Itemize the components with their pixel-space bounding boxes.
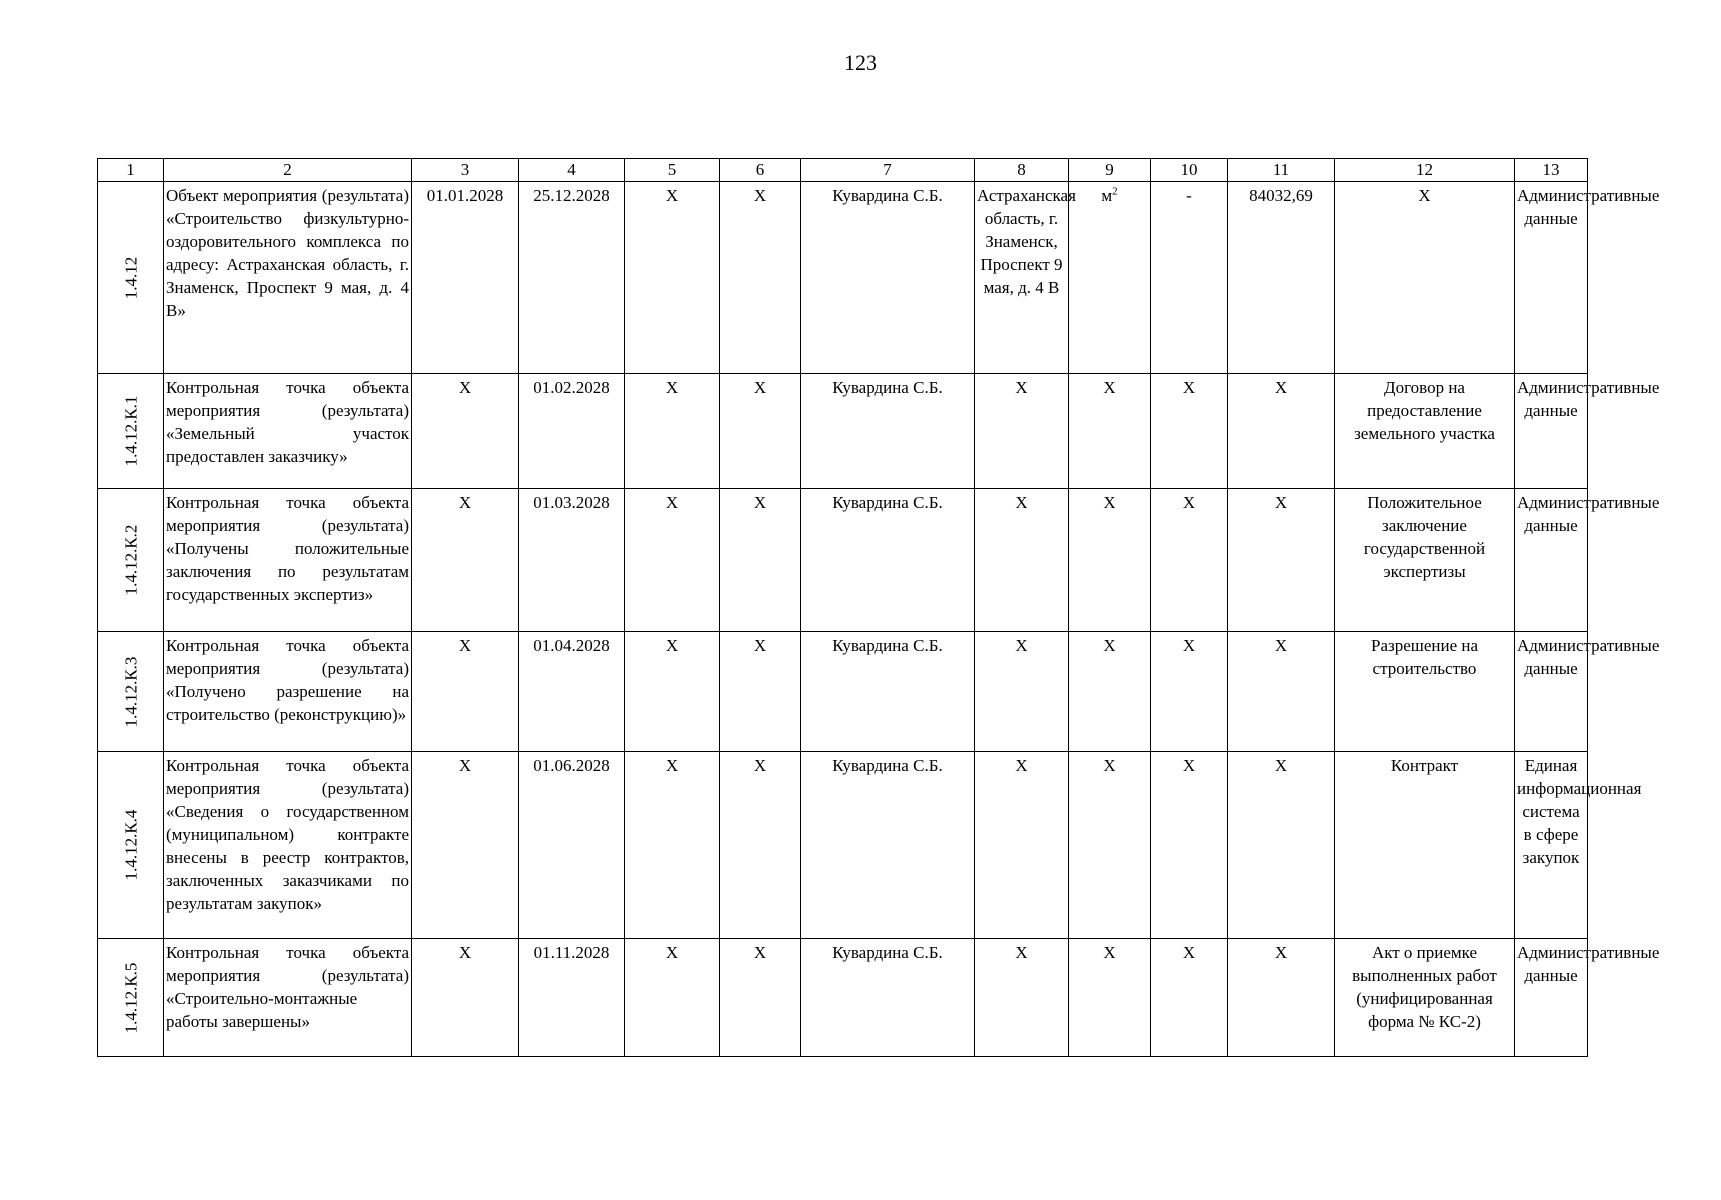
column-header: 3 <box>412 159 519 182</box>
cell-source: Административные данные <box>1515 632 1588 752</box>
cell-col5: X <box>625 182 720 374</box>
cell-col3: X <box>412 374 519 489</box>
cell-col4: 01.02.2028 <box>519 374 625 489</box>
cell-address: X <box>975 632 1069 752</box>
cell-value: X <box>1228 374 1335 489</box>
cell-unit: X <box>1069 939 1151 1057</box>
page-number: 123 <box>844 50 877 75</box>
cell-address: X <box>975 939 1069 1057</box>
cell-col10: X <box>1151 939 1228 1057</box>
cell-col3: X <box>412 489 519 632</box>
cell-unit: X <box>1069 632 1151 752</box>
cell-col4: 01.06.2028 <box>519 752 625 939</box>
cell-col4: 01.03.2028 <box>519 489 625 632</box>
cell-source: Административные данные <box>1515 939 1588 1057</box>
row-description: Объект мероприятия (результата) «Строительство физкультурно-оздоровительного комплекса по адресу: Астраханская область, г. Знаменск, Проспект 9 мая, д. 4 В» <box>164 182 412 374</box>
row-description: Контрольная точка объекта мероприятия (результата) «Получены положительные заключения по результатам государственных экспертиз» <box>164 489 412 632</box>
cell-col10: - <box>1151 182 1228 374</box>
report-table <box>97 158 1660 1057</box>
row-description: Контрольная точка объекта мероприятия (результата) «Получено разрешение на строительство (реконструкцию)» <box>164 632 412 752</box>
cell-source: Административные данные <box>1515 182 1588 374</box>
cell-document: Разрешение на строительство <box>1335 632 1515 752</box>
cell-responsible: Кувардина С.Б. <box>801 374 975 489</box>
cell-source: Единая информационная система в сфере закупок <box>1515 752 1588 939</box>
cell-col6: X <box>720 632 801 752</box>
cell-col6: X <box>720 752 801 939</box>
cell-address: X <box>975 374 1069 489</box>
cell-document: X <box>1335 182 1515 374</box>
row-number: 1.4.12 <box>98 182 164 374</box>
cell-unit: $м^2$ <box>1069 182 1151 374</box>
column-header: 9 <box>1069 159 1151 182</box>
cell-col4: 01.11.2028 <box>519 939 625 1057</box>
cell-address: X <box>975 489 1069 632</box>
column-header: 11 <box>1228 159 1335 182</box>
row-number: 1.4.12.К.5 <box>98 939 164 1057</box>
cell-col6: X <box>720 489 801 632</box>
row-number: 1.4.12.К.3 <box>98 632 164 752</box>
cell-unit: X <box>1069 374 1151 489</box>
cell-value: 84032,69 <box>1228 182 1335 374</box>
cell-col5: X <box>625 374 720 489</box>
row-number: 1.4.12.К.2 <box>98 489 164 632</box>
cell-col4: 25.12.2028 <box>519 182 625 374</box>
cell-unit: X <box>1069 752 1151 939</box>
column-header: 4 <box>519 159 625 182</box>
cell-responsible: Кувардина С.Б. <box>801 182 975 374</box>
cell-document: Положительное заключение государственной экспертизы <box>1335 489 1515 632</box>
cell-col4: 01.04.2028 <box>519 632 625 752</box>
column-header: 6 <box>720 159 801 182</box>
cell-col10: X <box>1151 752 1228 939</box>
column-header: 2 <box>164 159 412 182</box>
column-header: 1 <box>98 159 164 182</box>
table-row <box>98 632 1588 752</box>
cell-value: X <box>1228 632 1335 752</box>
row-description: Контрольная точка объекта мероприятия (результата) «Строительно-монтажные работы завершены» <box>164 939 412 1057</box>
cell-col5: X <box>625 752 720 939</box>
column-header: 8 <box>975 159 1069 182</box>
cell-responsible: Кувардина С.Б. <box>801 632 975 752</box>
cell-col6: X <box>720 939 801 1057</box>
column-header: 13 <box>1515 159 1588 182</box>
cell-col3: X <box>412 632 519 752</box>
cell-col5: X <box>625 489 720 632</box>
column-header: 10 <box>1151 159 1228 182</box>
cell-document: Договор на предоставление земельного участка <box>1335 374 1515 489</box>
cell-address: Астраханская область, г. Знаменск, Проспект 9 мая, д. 4 В <box>975 182 1069 374</box>
cell-unit: X <box>1069 489 1151 632</box>
column-header: 5 <box>625 159 720 182</box>
table-row <box>98 939 1588 1057</box>
table-row <box>98 752 1588 939</box>
cell-col3: X <box>412 752 519 939</box>
row-number: 1.4.12.К.1 <box>98 374 164 489</box>
cell-document: Акт о приемке выполненных работ (унифицированная форма № КС-2) <box>1335 939 1515 1057</box>
cell-source: Административные данные <box>1515 374 1588 489</box>
column-header: 12 <box>1335 159 1515 182</box>
row-number: 1.4.12.К.4 <box>98 752 164 939</box>
cell-col3: X <box>412 939 519 1057</box>
row-description: Контрольная точка объекта мероприятия (результата) «Земельный участок предоставлен заказчику» <box>164 374 412 489</box>
cell-responsible: Кувардина С.Б. <box>801 939 975 1057</box>
cell-value: X <box>1228 939 1335 1057</box>
column-header: 7 <box>801 159 975 182</box>
cell-col6: X <box>720 182 801 374</box>
cell-source: Административные данные <box>1515 489 1588 632</box>
cell-value: X <box>1228 752 1335 939</box>
cell-col3: 01.01.2028 <box>412 182 519 374</box>
cell-responsible: Кувардина С.Б. <box>801 752 975 939</box>
cell-col10: X <box>1151 632 1228 752</box>
cell-responsible: Кувардина С.Б. <box>801 489 975 632</box>
row-description: Контрольная точка объекта мероприятия (результата) «Сведения о государственном (муниципальном) контракте внесены в реестр контрактов, заключенных заказчиками по результатам закупок» <box>164 752 412 939</box>
cell-document: Контракт <box>1335 752 1515 939</box>
cell-col10: X <box>1151 374 1228 489</box>
cell-col5: X <box>625 939 720 1057</box>
header-row <box>98 159 1588 182</box>
cell-address: X <box>975 752 1069 939</box>
cell-col10: X <box>1151 489 1228 632</box>
cell-col5: X <box>625 632 720 752</box>
cell-col6: X <box>720 374 801 489</box>
table-row <box>98 182 1588 374</box>
cell-value: X <box>1228 489 1335 632</box>
table-row <box>98 374 1588 489</box>
table-row <box>98 489 1588 632</box>
